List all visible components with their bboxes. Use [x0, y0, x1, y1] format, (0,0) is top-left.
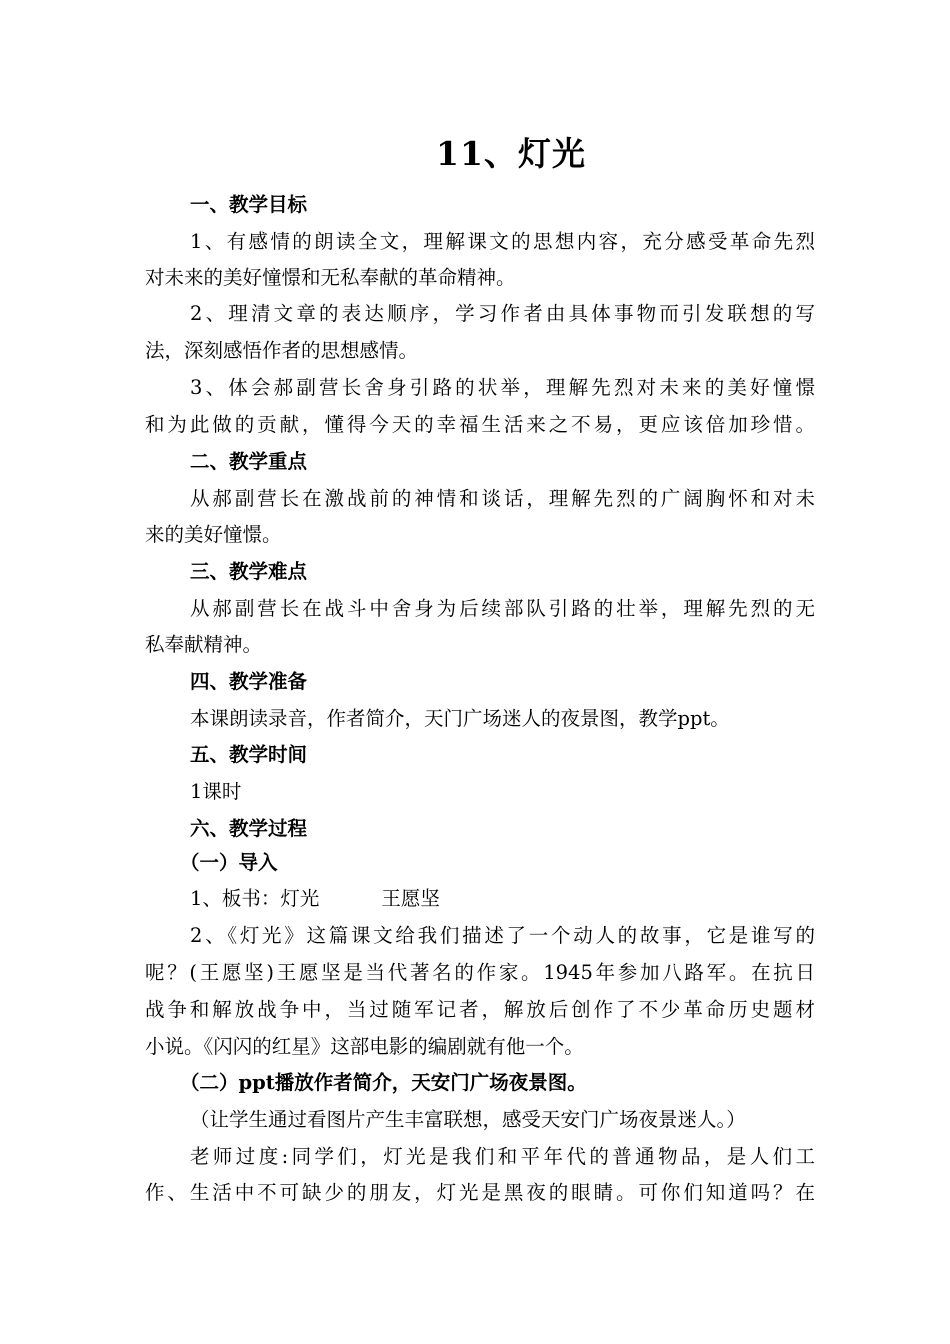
- paragraph-line: 1课时: [190, 780, 242, 803]
- section-heading-key-points: 二、教学重点: [190, 450, 308, 473]
- paragraph-line: 1、板书：灯光 王愿坚: [190, 887, 440, 910]
- paragraph-line: （让学生通过看图片产生丰富联想，感受天安门广场夜景迷人。）: [190, 1108, 746, 1131]
- section-heading-objectives: 一、教学目标: [190, 193, 308, 216]
- paragraph-line: 1、有感情的朗读全文，理解课文的思想内容，充分感受革命先烈: [190, 230, 815, 253]
- page-title: 11、灯光: [436, 134, 586, 173]
- paragraph-line: 法，深刻感悟作者的思想感情。: [145, 339, 419, 362]
- paragraph-line: 战争和解放战争中，当过随军记者，解放后创作了不少革命历史题材: [145, 998, 815, 1021]
- paragraph-line: 私奉献精神。: [145, 633, 263, 656]
- paragraph-line: 小说。《闪闪的红星》这部电影的编剧就有他一个。: [145, 1035, 584, 1058]
- paragraph-line: 2、《灯光》这篇课文给我们描述了一个动人的故事，它是谁写的: [190, 924, 815, 947]
- paragraph-line: 对未来的美好憧憬和无私奉献的革命精神。: [145, 266, 516, 289]
- section-heading-preparation: 四、教学准备: [190, 670, 308, 693]
- paragraph-line: 本课朗读录音，作者简介，天门广场迷人的夜景图，教学ppt。: [190, 707, 730, 730]
- paragraph-line: 从郝副营长在战斗中舍身为后续部队引路的壮举，理解先烈的无: [190, 597, 815, 620]
- paragraph-line: 老师过度:同学们，灯光是我们和平年代的普通物品，是人们工: [190, 1145, 815, 1168]
- paragraph-line: 来的美好憧憬。: [145, 523, 282, 546]
- paragraph-line: 和为此做的贡献，懂得今天的幸福生活来之不易，更应该倍加珍惜。: [145, 413, 815, 436]
- paragraph-line: 2、理清文章的表达顺序，学习作者由具体事物而引发联想的写: [190, 302, 815, 325]
- section-heading-time: 五、教学时间: [190, 743, 308, 766]
- paragraph-line: 从郝副营长在激战前的神情和谈话，理解先烈的广阔胸怀和对未: [190, 487, 815, 510]
- subheading-ppt: （二）ppt播放作者简介，天安门广场夜景图。: [180, 1071, 587, 1094]
- section-heading-difficulties: 三、教学难点: [190, 560, 308, 583]
- section-heading-process: 六、教学过程: [190, 817, 308, 840]
- paragraph-line: 作、生活中不可缺少的朋友，灯光是黑夜的眼睛。可你们知道吗？在: [145, 1181, 815, 1204]
- paragraph-line: 呢？(王愿坚)王愿坚是当代著名的作家。1945年参加八路军。在抗日: [145, 961, 815, 984]
- subheading-intro: （一）导入: [180, 851, 278, 874]
- paragraph-line: 3、体会郝副营长舍身引路的状举，理解先烈对未来的美好憧憬: [190, 376, 815, 399]
